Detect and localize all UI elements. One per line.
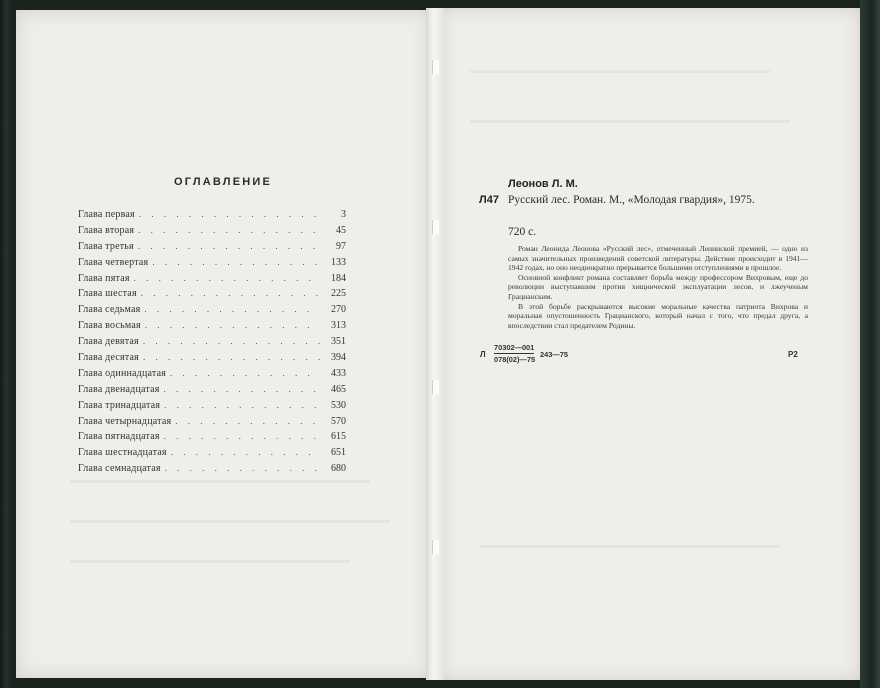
classification-code: Р2: [788, 350, 798, 359]
toc-entry-label: Глава шестая: [78, 288, 137, 300]
toc-entry: [78, 273, 346, 289]
book-gutter: [426, 8, 444, 680]
toc-entry-page: 225: [331, 288, 346, 300]
toc-entry-page: 184: [331, 272, 346, 284]
leader-dots: [139, 209, 320, 219]
index-prefix: Л: [480, 350, 486, 359]
toc-entry-label: Глава седьмая: [78, 304, 141, 316]
toc-entry-label: Глава одиннадцатая: [78, 367, 167, 379]
toc-entry-label: Глава шестнадцатая: [78, 447, 167, 459]
leader-dots: [164, 384, 320, 394]
toc-entry-label: Глава двенадцатая: [78, 383, 160, 395]
toc-entry-page: 97: [336, 240, 346, 252]
binding-stitch: [432, 220, 439, 234]
leader-dots: [138, 241, 320, 251]
toc-entry-label: Глава семнадцатая: [78, 463, 161, 475]
binding-stitch: [432, 380, 439, 394]
toc-entry-page: 394: [331, 352, 346, 364]
leader-dots: [175, 416, 320, 426]
toc-entry-label: Глава первая: [78, 209, 135, 220]
toc-entry-page: 433: [331, 367, 346, 379]
index-tail: 243—75: [540, 350, 568, 359]
toc-entry: [78, 400, 346, 416]
leader-dots: [141, 288, 320, 298]
show-through: [70, 480, 370, 483]
toc-entry: [78, 447, 346, 463]
toc-entry-page: 313: [331, 320, 346, 332]
toc-entry-page: 465: [331, 383, 346, 395]
page-count: 720 с.: [508, 226, 537, 238]
leader-dots: [164, 431, 320, 441]
annotation-paragraph: Основной конфликт романа составляет борьба между профессором Вихровым, еще до революции выступавшим против хищнической эксплуатации лесов, и лжеученым Грацианским.: [508, 272, 808, 301]
annotation-paragraph: Роман Леонида Леонова «Русский лес», отмеченный Ленинской премией, — одно из самых значительных произведений советской литературы. Действие происходит в 1941—1942 годах, но оно неоднократно прерывается большими отступлениями в прошлое.: [508, 244, 808, 273]
toc-entry-label: Глава четвертая: [78, 256, 149, 268]
toc-entry: [78, 463, 346, 479]
toc-entry: [78, 209, 346, 225]
toc-entry: [78, 225, 346, 241]
toc-entry: [78, 352, 346, 368]
leader-dots: [152, 257, 320, 267]
toc-entry-label: Глава пятнадцатая: [78, 431, 160, 443]
leader-dots: [171, 447, 320, 457]
toc-entry: [78, 257, 346, 273]
toc-entry-label: Глава вторая: [78, 224, 135, 236]
author-name: Леонов Л. М.: [508, 178, 578, 190]
leader-dots: [134, 273, 320, 283]
toc-entry: [78, 431, 346, 447]
toc-entry: [78, 336, 346, 352]
leader-dots: [138, 225, 320, 235]
toc-entry-label: Глава девятая: [78, 336, 139, 348]
toc-entry-label: Глава пятая: [78, 272, 130, 284]
show-through: [470, 120, 790, 123]
bibliographic-entry: Русский лес. Роман. М., «Молодая гвардия», 1975.: [508, 194, 755, 206]
toc-entry-page: 651: [331, 447, 346, 459]
contents-list: [78, 209, 346, 479]
toc-entry: [78, 288, 346, 304]
annotation-paragraph: В этой борьбе раскрываются высокие моральные качества патриота Вихрова и моральная опустошенность Грацианского, который начал с того, что предал друга, а впоследствии стал предателем Родины.: [508, 301, 808, 330]
toc-entry-label: Глава восьмая: [78, 320, 141, 332]
library-code: Л47: [479, 194, 499, 206]
toc-entry-page: 680: [331, 463, 346, 475]
toc-entry: [78, 384, 346, 400]
leader-dots: [164, 400, 320, 410]
toc-entry-page: 45: [336, 224, 346, 236]
toc-entry-page: 530: [331, 399, 346, 411]
toc-entry-label: Глава десятая: [78, 352, 139, 364]
leader-dots: [144, 304, 320, 314]
binding-stitch: [432, 540, 439, 554]
leader-dots: [143, 352, 320, 362]
show-through: [70, 520, 390, 523]
toc-entry: [78, 320, 346, 336]
toc-entry: [78, 304, 346, 320]
show-through: [470, 70, 770, 73]
toc-entry-page: 351: [331, 336, 346, 348]
toc-entry-page: 133: [331, 256, 346, 268]
leader-dots: [145, 320, 320, 330]
leader-dots: [165, 463, 320, 473]
toc-entry-page: 570: [331, 415, 346, 427]
binding-stitch: [432, 60, 439, 74]
leader-dots: [143, 336, 320, 346]
toc-entry: [78, 416, 346, 432]
publication-index: [494, 342, 535, 365]
toc-entry: [78, 368, 346, 384]
toc-entry-page: 270: [331, 304, 346, 316]
show-through: [70, 560, 350, 563]
show-through: [480, 545, 780, 548]
toc-entry-page: 3: [341, 209, 346, 220]
index-numerator: 70302—001: [494, 343, 535, 352]
toc-entry-label: Глава тринадцатая: [78, 399, 161, 411]
annotation: [508, 244, 808, 330]
leader-dots: [170, 368, 320, 378]
contents-title: ОГЛАВЛЕНИЕ: [173, 176, 273, 188]
toc-entry-label: Глава третья: [78, 240, 134, 252]
toc-entry-page: 615: [331, 431, 346, 443]
toc-entry-label: Глава четырнадцатая: [78, 415, 172, 427]
index-denominator: 078(02)—75: [494, 355, 536, 364]
toc-entry: [78, 241, 346, 257]
book-cover-edge: [860, 0, 880, 688]
